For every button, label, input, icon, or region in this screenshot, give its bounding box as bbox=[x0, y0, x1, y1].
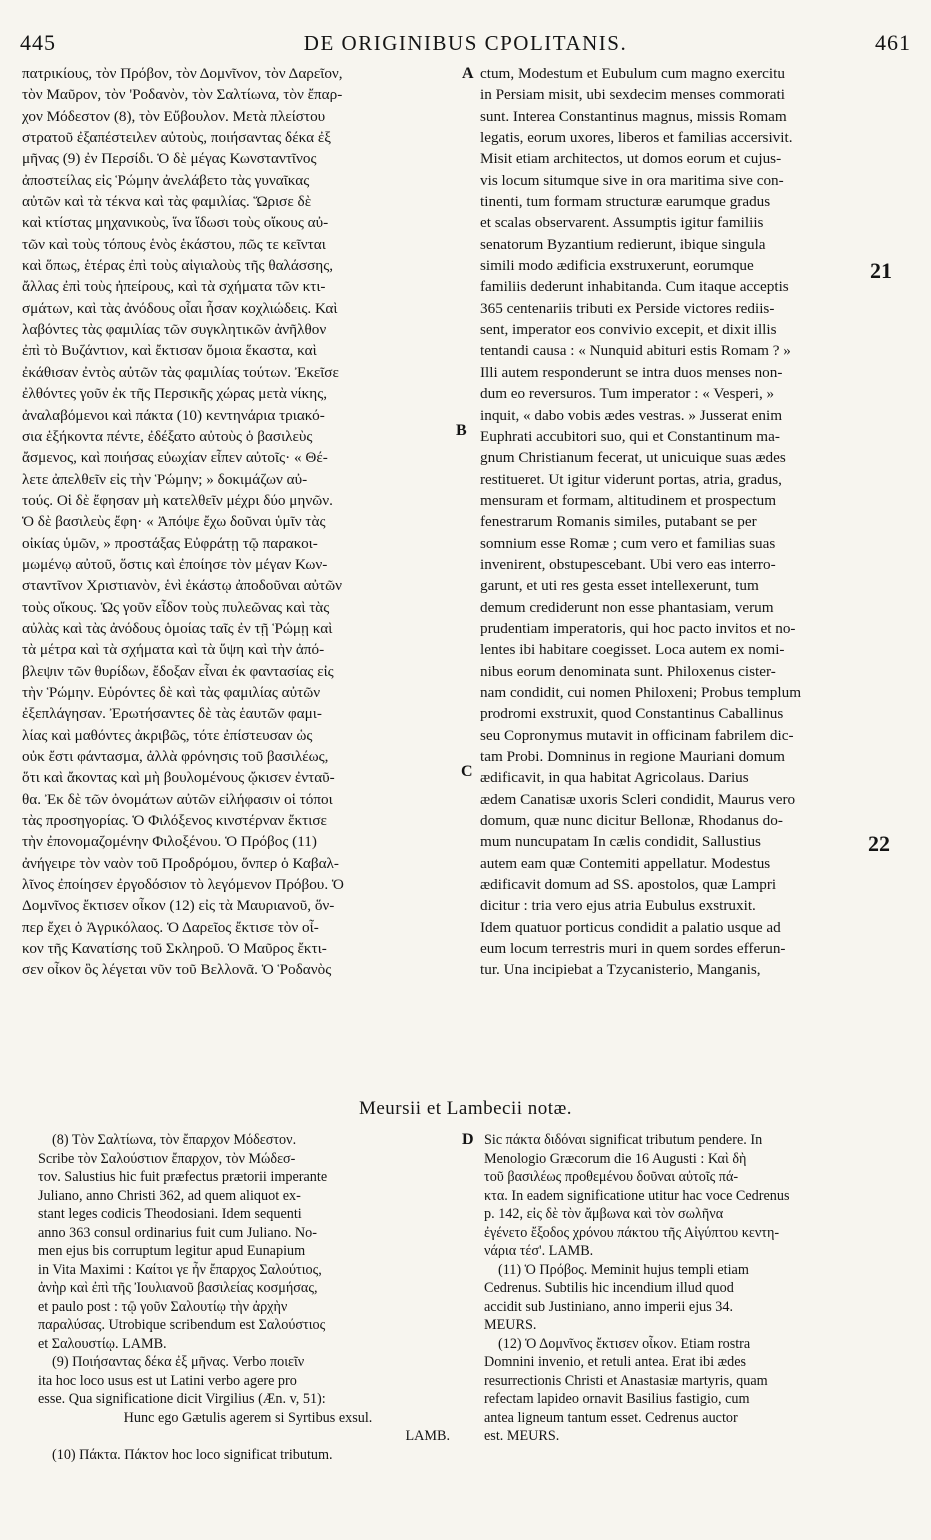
note-line-left: LAMB. bbox=[405, 1428, 450, 1444]
margin-number-22: 22 bbox=[868, 831, 890, 856]
latin-text-line: vis locum situmque sive in ora maritima sive con- bbox=[480, 171, 784, 189]
latin-text-line: gnum Christianum fecerat, ut unicuique suas ædes bbox=[480, 449, 786, 467]
greek-text-line: μῆνας (9) ἐν Περσίδι. Ὁ δὲ μέγας Κωνσταντῖνος bbox=[22, 150, 317, 168]
greek-text-line: Δομνῖνος ἔκτισεν οἶκον (12) εἰς τὰ Μαυριανοῦ, ὅν- bbox=[22, 897, 335, 915]
greek-text-line: ὅτι καὶ ἄκοντας καὶ μὴ βουλομένους ᾤκισεν ἐνταῦ- bbox=[22, 769, 335, 787]
greek-text-line: θα. Ἐκ δὲ τῶν ὀνομάτων αὐτῶν εἰλήφασιν οἱ τόποι bbox=[22, 790, 333, 808]
latin-text-line: et scalas observarent. Assumptis igitur familiis bbox=[480, 214, 764, 232]
greek-text-line: τὸν Μαῦρον, τὸν 'Ροδανὸν, τὸν Σαλτίωνα, τὸν ἔπαρ- bbox=[22, 86, 343, 104]
greek-text-line: λετε ἀπελθεῖν εἰς τὴν Ῥώμην; » δοκιμάζων αὐ- bbox=[22, 470, 308, 488]
margin-letter-d: D bbox=[462, 1131, 474, 1148]
note-line-left: Juliano, anno Christi 362, ad quem aliquot ex- bbox=[38, 1187, 301, 1204]
latin-text-line: restitueret. Ut igitur viderunt portas, atria, gradus, bbox=[480, 470, 782, 488]
note-line-right: Cedrenus. Subtilis hic incendium illud quod bbox=[484, 1280, 734, 1296]
greek-text-line: τὴν ἐπονομαζομένην Φιλοξένου. Ὁ Πρόβος (11) bbox=[22, 833, 317, 851]
latin-text-line: ctum, Modestum et Eubulum cum magno exercitu bbox=[480, 65, 785, 82]
page-number-left: 445 bbox=[20, 30, 56, 55]
greek-text-line: ἀναλαβόμενοι καὶ πάκτα (10) κεντηνάρια τριακό- bbox=[22, 406, 325, 424]
greek-text-line: σταντῖνον Χριστιανὸν, ἑνὶ ἑκάστῳ ἀποδοῦναι αὐτῶν bbox=[22, 577, 343, 595]
latin-text-line: tur. Una incipiebat a Tzycanisterio, Manganis, bbox=[480, 961, 761, 979]
latin-text-line: tam Probi. Domninus in regione Mauriani domum bbox=[480, 748, 785, 765]
note-line-left: (8) Τὸν Σαλτίωνα, τὸν ἔπαρχον Μόδεστον. bbox=[52, 1132, 297, 1148]
note-line-right: (12) Ὁ Δομνῖνος ἔκτισεν οἶκον. Etiam rostra bbox=[498, 1335, 751, 1352]
note-line-right: (11) Ὁ Πρόβος. Meminit hujus templi etiam bbox=[498, 1261, 749, 1278]
greek-text-line: οἰκίας ὑμῶν, » προστάξας Εὐφράτῃ τῷ παρακοι- bbox=[22, 534, 318, 552]
greek-text-line: ἐλθόντες γοῦν ἐκ τῆς Περσικῆς χώρας μετὰ νίκης, bbox=[22, 385, 328, 403]
note-line-left: παραλύσας. Utrobique scribendum est Σαλούστιος bbox=[38, 1317, 326, 1333]
note-line-right: Domnini invenio, et retuli antea. Erat ibi ædes bbox=[484, 1354, 747, 1370]
page-number-right: 461 bbox=[875, 30, 911, 55]
greek-text-line: ἀποστείλας εἰς Ῥώμην ἀνελάβετο τὰς γυναῖκας bbox=[22, 171, 310, 189]
greek-text-line: αὐλὰς καὶ τὰς ἀνόδους ὁμοίας ταῖς ἐν τῇ Ῥώμῃ καὶ bbox=[22, 619, 333, 637]
latin-text-line: mum nuncupatam In cælis condidit, Sallustius bbox=[480, 833, 761, 851]
note-line-right: Menologio Græcorum die 16 Augusti : Καὶ δὴ bbox=[484, 1150, 747, 1167]
latin-text-line: Idem quatuor porticus condidit a palatio usque ad bbox=[480, 918, 781, 936]
greek-text-line: ἐκάθισαν ἐντὸς αὐτῶν τὰς φαμιλίας τούτων. Ἐκεῖσε bbox=[22, 363, 339, 381]
note-line-left: anno 363 consul ordinarius fuit cum Juliano. No- bbox=[38, 1224, 317, 1241]
latin-text-line: Illi autem responderunt se intra duos menses non- bbox=[480, 363, 783, 381]
greek-text-line: χον Μόδεστον (8), τὸν Εὔβουλον. Μετὰ πλείστου bbox=[22, 107, 326, 125]
margin-letter-a: A bbox=[462, 65, 474, 82]
latin-text-line: Misit etiam architectos, ut domos eorum et cujus- bbox=[480, 150, 782, 168]
latin-text-line: fenestrarum Romanis similes, putabant se per bbox=[480, 513, 757, 531]
greek-text-line: λαβόντες τὰς φαμιλίας τῶν συγκλητικῶν ἀνῆλθον bbox=[22, 321, 327, 339]
latin-text-line: demum crediderunt non esse phantasiam, verum bbox=[480, 598, 774, 616]
greek-text-line: ἀνήγειρε τὸν ναὸν τοῦ Προδρόμου, ὅνπερ ὁ Καβαλ- bbox=[22, 854, 339, 872]
latin-text-line: prudentiam imperatoris, qui hoc pacto invitos et no- bbox=[480, 619, 796, 637]
greek-text-line: καὶ κτίστας μηχανικοὺς, ἵνα ἴδωσι τοὺς οἴκους αὐ- bbox=[22, 214, 329, 232]
greek-text-line: στρατοῦ ἐξαπέστειλεν αὐτοὺς, ποιήσαντας δέκα ἐξ bbox=[22, 129, 332, 147]
greek-text-line: τὰ μέτρα καὶ τὰ σχήματα καὶ τὰ ὕψη καὶ τὴν ἀπό- bbox=[22, 641, 325, 659]
latin-text-line: 365 centenariis tributi ex Perside victores rediis- bbox=[480, 299, 775, 317]
greek-text-line: οὐκ ἔστι φάντασμα, ἀλλὰ φρόνησις τοῦ βασιλέως, bbox=[22, 748, 329, 765]
latin-text-line: sunt. Interea Constantinus magnus, missis Romam bbox=[480, 107, 787, 125]
latin-text-line: invenirent, obstupescebant. Ubi vero eas interro- bbox=[480, 555, 776, 573]
note-line-left: et Σαλουστίῳ. LAMB. bbox=[38, 1335, 167, 1352]
margin-letter-b: B bbox=[456, 422, 467, 439]
note-line-left: (9) Ποιήσαντας δέκα ἐξ μῆνας. Verbo ποιεῖν bbox=[52, 1354, 305, 1370]
latin-text-line: nam condidit, cui nomen Philoxeni; Probus templum bbox=[480, 683, 802, 701]
latin-text-line: nibus eorum denominata sunt. Philoxenus cister- bbox=[480, 662, 776, 680]
latin-text-line: dum eo reversuros. Tum imperator : « Vesperi, » bbox=[480, 385, 775, 403]
margin-number-21: 21 bbox=[870, 258, 892, 283]
latin-text-line: inquit, « dabo vobis ædes vestras. » Jusserat enim bbox=[480, 406, 783, 424]
latin-text-line: senatorum Byzantium redierunt, ibique singula bbox=[480, 235, 766, 253]
notes-right-column bbox=[484, 1131, 909, 1446]
latin-text-line: ædificavit domum ad SS. apostolos, quæ Lampri bbox=[480, 876, 777, 894]
greek-text-line: καὶ ὅπως, ἑτέρας ἐπὶ τοὺς αἰγιαλοὺς τῆς θαλάσσης, bbox=[22, 257, 334, 275]
note-line-right: accidit sub Justiniano, anno imperii ejus 34. bbox=[484, 1298, 734, 1315]
note-line-right: resurrectionis Christi et Anastasiæ martyris, quam bbox=[484, 1372, 768, 1389]
greek-text-line: ἄσμενος, καὶ ποιήσας εὐωχίαν εἶπεν αὐτοῖς· « Θέ- bbox=[22, 449, 328, 467]
notes-heading: Meursii et Lambecii notæ. bbox=[358, 1098, 572, 1119]
greek-text-line: τὴν Ῥώμην. Εὑρόντες δὲ καὶ τὰς φαμιλίας αὐτῶν bbox=[22, 683, 321, 701]
greek-text-line: σμάτων, καὶ τὰς ἀνόδους οἷαι ἦσαν κοχλιώδεις. Καὶ bbox=[22, 299, 338, 317]
note-line-right: antea ligneum tantum esset. Cedrenus auctor bbox=[484, 1409, 738, 1426]
note-line-left: et paulo post : τῷ γοῦν Σαλουτίῳ τὴν ἀρχὴν bbox=[38, 1298, 288, 1315]
latin-text-line: tinenti, tum formam structuræ earumque gradus bbox=[480, 193, 771, 211]
note-line-right: τοῦ βασιλέως προθεμένου δοῦναι αὐτοῖς πά- bbox=[484, 1169, 739, 1185]
running-title: DE ORIGINIBUS CPOLITANIS. bbox=[303, 31, 628, 55]
latin-text-line: eum locum terrestris muri in quem sordes efferun- bbox=[480, 940, 786, 958]
note-line-right: Sic πάκτα διδόναι significat tributum pendere. In bbox=[484, 1132, 763, 1148]
latin-text-line: legatis, eorum uxores, liberos et familias accersivit. bbox=[480, 129, 793, 147]
note-line-right: p. 142, εἰς δὲ τὸν ἄμβωνα καὶ τὸν σωλῆνα bbox=[484, 1206, 724, 1222]
note-line-left: Hunc ego Gætulis agerem si Syrtibus exsul. bbox=[123, 1409, 373, 1426]
note-line-right: est. MEURS. bbox=[484, 1428, 560, 1444]
greek-text-line: σεν οἶκον ὃς λέγεται νῦν τοῦ Βελλονᾶ. Ὁ Ῥοδανὸς bbox=[22, 961, 332, 979]
greek-text-line: τὰς προσηγορίας. Ὁ Φιλόξενος κινστέρναν ἔκτισε bbox=[22, 812, 327, 830]
greek-text-line: ἐπὶ τὸ Βυζάντιον, καὶ ἔκτισαν ὅμοια ἕκαστα, καὶ bbox=[22, 342, 317, 360]
greek-text-line: πατρικίους, τὸν Πρόβον, τὸν Δομνῖνον, τὸν Δαρεῖον, bbox=[22, 65, 343, 82]
note-line-right: ἐγένετο ἔξοδος χρόνου πάκτου τῆς Αἰγύπτου κεντη- bbox=[484, 1224, 780, 1241]
note-line-right: κτα. In eadem significatione utitur hac voce Cedrenus bbox=[484, 1187, 790, 1204]
latin-text-line: lentes ibi habitare coegisset. Loca autem ex nomi- bbox=[480, 641, 785, 659]
greek-text-line: τοὺς οἴκους. Ὡς γοῦν εἶδον τοὺς πυλεῶνας καὶ τὰς bbox=[22, 598, 330, 616]
greek-text-line: λίας καὶ μαθόντες ἀκριβῶς, τότε ἐπίστευσαν ὡς bbox=[22, 726, 313, 744]
latin-text-line: ædificavit, in qua habitat Agricolaus. Darius bbox=[480, 769, 749, 787]
greek-text-line: μωμένῳ αὐτοῦ, ὅστις καὶ ἐποίησε τὸν μέγαν Κων- bbox=[22, 555, 328, 573]
greek-text-line: ἄλλας ἐπὶ τοὺς ἠπείρους, καὶ τὰ σχήματα τῶν κτι- bbox=[22, 278, 326, 296]
greek-text-column bbox=[22, 63, 462, 981]
note-line-left: ἀνὴρ καὶ ἐπὶ τῆς Ἰουλιανοῦ βασιλείας κοσμήσας, bbox=[38, 1280, 318, 1296]
latin-text-line: familiis dederunt inhabitanda. Cum itaque acceptis bbox=[480, 278, 789, 296]
note-line-left: τον. Salustius hic fuit præfectus prætorii imperante bbox=[38, 1169, 328, 1185]
margin-letter-c: C bbox=[461, 763, 473, 780]
greek-text-line: τῶν καὶ τοὺς τόπους ἑνὸς ἑκάστου, πῶς τε κεῖνται bbox=[22, 235, 326, 253]
note-line-right: refectam lapideo ornavit Basilius fastigio, cum bbox=[484, 1391, 750, 1407]
greek-text-line: τούς. Οἱ δὲ ἔφησαν μὴ κατελθεῖν μέχρι δύο μηνῶν. bbox=[22, 491, 333, 509]
latin-text-line: somnium esse Romæ ; cum vero et familias suas bbox=[480, 534, 776, 552]
latin-text-line: simili modo ædificia exstruxerunt, eorumque bbox=[480, 257, 754, 275]
note-line-left: stant leges codicis Theodosiani. Idem sequenti bbox=[38, 1206, 302, 1222]
greek-text-line: ἐξεπλάγησαν. Ἐρωτήσαντες δὲ τὰς ἑαυτῶν φαμι- bbox=[22, 705, 322, 723]
note-line-left: (10) Πάκτα. Πάκτον hoc loco significat tributum. bbox=[52, 1446, 333, 1463]
latin-text-line: mensuram et formam, altitudinem et prospectum bbox=[480, 491, 777, 509]
note-line-right: MEURS. bbox=[484, 1317, 537, 1333]
notes-left-column bbox=[38, 1131, 458, 1464]
greek-text-line: Ὁ δὲ βασιλεὺς ἔφη· « Ἀπόψε ἔχω δοῦναι ὑμῖν τὰς bbox=[22, 513, 326, 531]
latin-text-line: domum, quæ nunc dicitur Bellonæ, Rhodanus do- bbox=[480, 812, 783, 830]
page-header bbox=[20, 30, 911, 60]
latin-text-line: seu Copronymus mutavit in officinam fabrilem dic- bbox=[480, 726, 794, 744]
latin-text-line: prodromi exstruxit, quod Constantinus Caballinus bbox=[480, 705, 784, 723]
greek-text-line: περ ἔχει ὁ Ἀγρικόλαος. Ὁ Δαρεῖος ἔκτισε τὸν οἶ- bbox=[22, 918, 319, 936]
greek-text-line: λῖνος ἐποίησεν ἐργοδόσιον τὸ λεγόμενον Πρόβου. Ὁ bbox=[22, 876, 344, 894]
latin-text-line: in Persiam misit, ubi sexdecim menses commorati bbox=[480, 86, 785, 104]
latin-text-line: Euphrati accubitori suo, qui et Constantinum ma- bbox=[480, 427, 780, 445]
latin-text-column bbox=[480, 63, 915, 981]
latin-text-line: sent, imperator eos convivio excepit, et dixit illis bbox=[480, 321, 777, 339]
greek-text-line: αὐτῶν καὶ τὰ τέκνα καὶ τὰς φαμιλίας. Ὥρισε δὲ bbox=[22, 193, 312, 211]
greek-text-line: βλεψιν τῶν θυρίδων, ἔδοξαν εἶναι ἐκ φαντασίας εἰς bbox=[22, 662, 334, 680]
latin-text-line: garunt, et uti res gesta esset intellexerunt, tum bbox=[480, 577, 759, 595]
greek-text-line: σια ἑξήκοντα πέντε, ἐδέξατο αὐτοὺς ὁ βασιλεὺς bbox=[22, 427, 313, 445]
note-line-left: esse. Qua significatione dicit Virgilius (Æn. v, 51): bbox=[38, 1391, 326, 1407]
latin-text-line: tentandi causa : « Nunquid abituri estis Romam ? » bbox=[480, 342, 791, 360]
latin-text-line: ædem Canatisæ uxoris Scleri condidit, Maurus vero bbox=[480, 790, 796, 808]
latin-text-line: autem eam quæ Contemiti appellatur. Modestus bbox=[480, 854, 771, 872]
greek-text-line: κον τῆς Κανατίσης τοῦ Σκληροῦ. Ὁ Μαῦρος ἔκτι- bbox=[22, 940, 327, 958]
note-line-left: men ejus bis corruptum legitur apud Eunapium bbox=[38, 1243, 306, 1259]
latin-text-line: dicitur : tria vero ejus atria Eubulus exstruxit. bbox=[480, 897, 756, 915]
note-line-right: νάρια τέσ'. LAMB. bbox=[484, 1243, 594, 1259]
note-line-left: Scribe τὸν Σαλούστιον ἔπαρχον, τὸν Μώδεσ- bbox=[38, 1150, 296, 1167]
note-line-left: ita hoc loco usus est ut Latini verbo agere pro bbox=[38, 1372, 297, 1389]
note-line-left: in Vita Maximi : Καίτοι γε ἦν ἔπαρχος Σαλούτιος, bbox=[38, 1261, 322, 1278]
